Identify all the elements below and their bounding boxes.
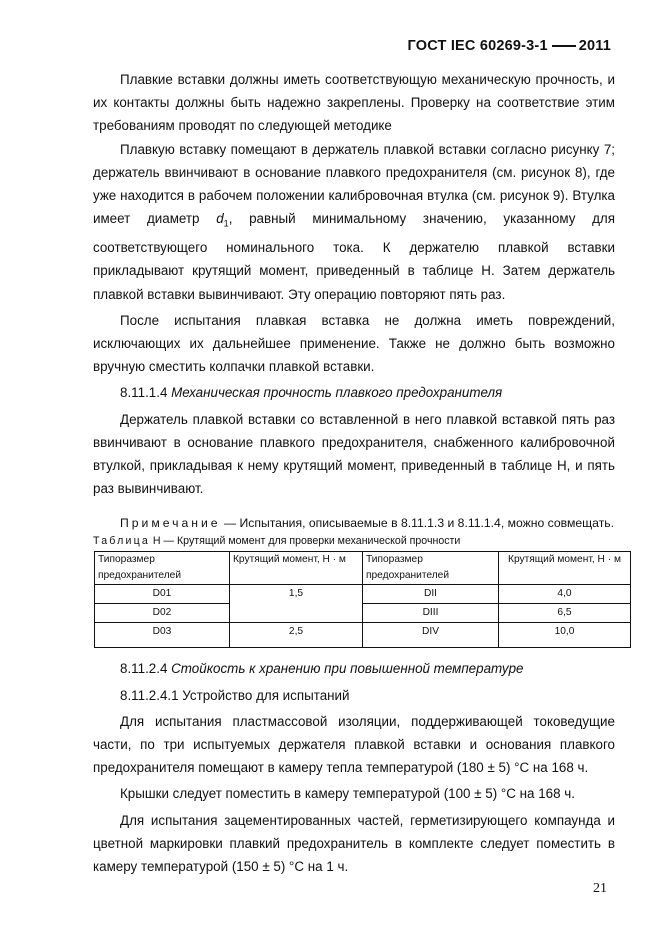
table-label: Таблица [93,535,150,548]
page-number: 21 [593,881,607,896]
table-cell: 6,5 [499,604,631,623]
paragraph-1: Плавкие вставки должны иметь соответствующую механическую прочность, и их контакты должны быть надежно закреплены. Проверку на соответствие этим требованиям проводят по следующей методике [93,72,615,134]
heading-title: Стойкость к хранению при повышенной температуре [171,661,524,677]
section-heading-8-11-2-4-1: 8.11.2.4.1 Устройство для испытаний [120,687,350,703]
paragraph-6: Крышки следует поместить в камеру температурой (100 ± 5) °С на 168 ч. [120,786,575,802]
section-heading-8-11-2-4 [93,657,615,680]
page-header [408,38,611,54]
table-cell: DII [363,585,499,604]
table-cell: 10,0 [499,623,631,648]
paragraph-5: Для испытания пластмассовой изоляции, поддерживающей токоведущие части, по три испытуемых держателя плавкой вставки и основания плавкого предохранителя помещают в камеру тепла температурой (180 ± 5) °С на 168 ч. [93,713,615,776]
note-label: Примечание [120,516,221,531]
table-cell: DIII [363,604,499,623]
section-heading-8-11-1-4 [93,381,615,404]
standard-code: ГОСТ IEC 60269-3-1 [407,38,548,54]
table-cell: D01 [95,585,230,604]
heading-title: Механическая прочность плавкого предохранителя [171,385,503,401]
table-cell: 2,5 [230,623,363,648]
heading-number: 8.11.1.4 [120,385,172,401]
paragraph-4: Держатель плавкой вставки со вставленной в него плавкой вставкой пять раз ввинчивают в основание плавкого предохранителя, снабженного калибровочной втулкой, прикладывая к нему крутящий момент, приведенный в таблице Н, и пять раз вывинчивают. [93,411,615,497]
table-row [95,585,631,604]
torque-table [94,551,631,648]
table-cell: 1,5 [230,585,363,604]
table-cell [230,604,363,623]
table-row [95,623,631,648]
paragraph-2-part-a: Плавкую вставку помещают в держатель плавкой вставки согласно рисунку 7; держатель ввинчивают в основание плавкого предохранителя (см. рисунок 8), где уже находится в рабочем положении калибровочная втулка (см. рисунок 9). Втулка имеет диаметр [93,141,615,227]
paragraph-2 [93,138,615,306]
note-text: — Испытания, описываемые в 8.11.1.3 и 8.11.1.4, можно совмещать. [220,516,615,531]
header-dash [552,45,576,47]
diameter-subscript: 1 [223,218,229,229]
paragraph-3: После испытания плавкая вставка не должна иметь повреждений, исключающих их дальнейшее применение. Также не должно быть возможно вручную сместить колпачки плавкой вставки. [93,312,615,375]
paragraph-7: Для испытания зацементированных частей, герметизирующего компаунда и цветной маркировки плавкий предохранитель в комплекте следует поместить в камеру температурой (150 ± 5) °С на 1 ч. [93,812,615,874]
table-cell: 4,0 [499,585,631,604]
table-caption [93,534,615,548]
header-fuse-size-2: Типоразмер предохранителей [363,552,499,585]
table-header-row [95,552,631,585]
paragraph-2-part-b: , равный минимальному значению, указанному для соответствующего номинального тока. К держателю плавкой вставки прикладывают крутящий момент, приведенный в таблице Н. Затем держатель плавкой вставки вывинчивают. Эту операцию повторяют пять раз. [93,211,615,302]
body-text [93,68,621,878]
header-torque-1: Крутящий момент, Н · м [230,552,363,585]
table-row [95,604,631,623]
table-caption-text: Н — Крутящий момент для проверки механической прочности [149,535,461,548]
table-cell: D03 [95,623,230,648]
table-cell: D02 [95,604,230,623]
standard-year: 2011 [578,38,611,54]
table-cell: DIV [363,623,499,648]
header-fuse-size-1: Типоразмер предохранителей [95,552,230,585]
diameter-variable: d [216,211,224,227]
header-torque-2: Крутящий момент, Н · м [499,552,631,585]
heading-number: 8.11.2.4 [120,661,172,677]
note [93,513,615,534]
